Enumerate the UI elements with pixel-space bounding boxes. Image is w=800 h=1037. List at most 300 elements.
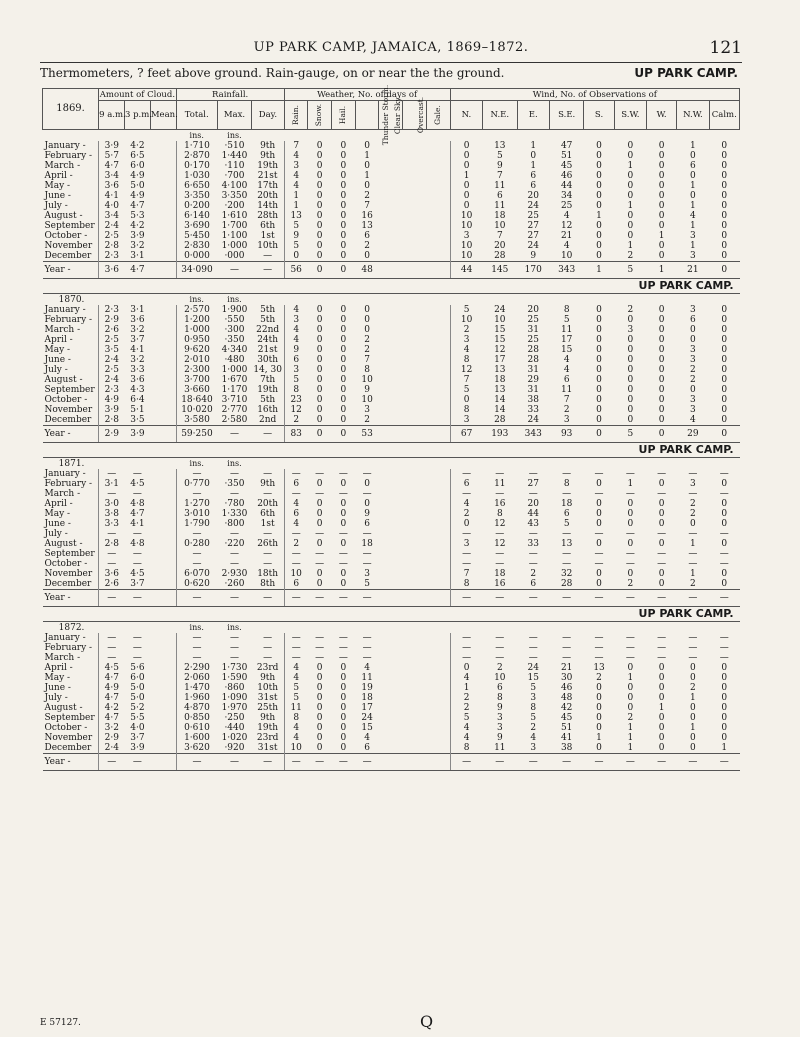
weather-col-header (308, 101, 332, 130)
table-cell (150, 653, 176, 663)
header-cell (549, 458, 584, 470)
units-cell (284, 130, 308, 142)
table-cell: 0 (690, 385, 696, 395)
table-cell: 28 (560, 579, 573, 589)
table-cell (379, 479, 403, 489)
table-cell: 6 (496, 683, 503, 693)
table-cell: 0 (340, 743, 347, 753)
table-cell: 93 (549, 426, 584, 443)
table-cell (379, 723, 403, 733)
camp-label: UP PARK CAMP. (634, 66, 738, 80)
table-cell: — (362, 489, 372, 499)
table-cell: 0 (627, 365, 634, 375)
first-year-label: 1869. (43, 89, 99, 130)
table-cell (150, 633, 176, 643)
table-cell (379, 713, 403, 723)
table-cell: 0·000 (176, 251, 217, 262)
table-cell: April - (44, 663, 73, 673)
table-cell: — (688, 559, 698, 569)
table-cell: — (528, 653, 538, 663)
table-cell: 3 (690, 345, 696, 355)
table-cell: 3·3 (130, 365, 145, 375)
table-cell: — (252, 754, 284, 771)
table-cell: 10 (361, 395, 373, 405)
header-cell (332, 622, 356, 634)
table-cell: 0 (721, 415, 728, 425)
table-cell: 0 (690, 733, 696, 743)
table-cell: 2·8 (99, 539, 125, 549)
table-cell: 0·200 (176, 201, 217, 211)
table-cell (379, 426, 403, 443)
units-cell (124, 130, 150, 142)
section-year-row (43, 622, 740, 634)
table-cell (426, 365, 450, 375)
table-cell: 5 (614, 426, 646, 443)
table-cell (403, 375, 427, 385)
table-cell: 4 (284, 151, 308, 161)
table-row (43, 529, 740, 539)
table-cell (379, 743, 403, 754)
table-cell (403, 469, 427, 479)
table-row (43, 171, 740, 181)
table-cell (403, 426, 427, 443)
table-cell: 0 (658, 733, 665, 743)
table-cell: 0 (690, 519, 696, 529)
table-cell: 2 (530, 569, 537, 579)
header-cell: ins. (176, 622, 217, 634)
table-cell: 13 (284, 211, 308, 221)
table-cell: 31 (527, 325, 539, 335)
table-cell (150, 305, 176, 315)
table-cell: — (495, 633, 505, 643)
header-cell (355, 294, 379, 306)
table-cell: ·510 (224, 141, 245, 151)
table-cell: 18 (361, 693, 373, 703)
header-cell (614, 458, 646, 470)
table-cell: 0 (627, 171, 634, 181)
table-cell: 0 (340, 579, 347, 589)
table-cell: 17 (560, 335, 573, 345)
table-cell: — (176, 754, 217, 771)
table-cell: 4·8 (130, 499, 145, 509)
table-cell: 3 (690, 231, 696, 241)
table-cell: — (657, 469, 667, 479)
table-cell: 0 (721, 365, 728, 375)
table-cell: 27 (527, 479, 539, 489)
table-cell: 2·9 (99, 426, 125, 443)
table-cell: 3·1 (99, 479, 125, 489)
table-cell: 1 (627, 479, 634, 489)
table-cell: — (99, 754, 125, 771)
table-cell: 83 (284, 426, 308, 443)
units-cell (450, 130, 482, 142)
table-cell (403, 479, 427, 489)
table-cell: 0 (340, 221, 347, 231)
table-cell: 0 (316, 335, 323, 345)
table-cell: February - (44, 479, 93, 489)
table-cell: 0 (658, 395, 665, 405)
table-cell: — (562, 489, 572, 499)
table-cell: 3·5 (99, 345, 125, 355)
table-cell: 1 (596, 733, 602, 743)
table-cell: 1·100 (221, 231, 248, 241)
table-cell: — (719, 633, 729, 643)
table-cell: — (362, 559, 372, 569)
table-cell: 3·2 (130, 241, 145, 251)
table-cell: 5 (563, 519, 570, 529)
table-cell: ·920 (224, 743, 245, 753)
table-cell (379, 161, 403, 171)
table-cell: — (132, 559, 142, 569)
table-cell: 7 (284, 141, 308, 151)
table-cell: 0 (316, 733, 323, 743)
table-cell: 4·2 (130, 141, 145, 151)
table-cell: 3 (690, 305, 696, 315)
units-cell (99, 130, 125, 142)
table-cell: — (450, 559, 482, 569)
table-cell: 0 (658, 251, 665, 261)
table-cell: 0 (316, 211, 323, 221)
table-cell (426, 201, 450, 211)
table-cell: 2 (690, 365, 696, 375)
table-cell: — (132, 653, 142, 663)
table-cell: 1 (450, 683, 482, 693)
table-cell: 4 (284, 325, 308, 335)
table-cell (150, 262, 176, 279)
table-cell: 6 (284, 509, 308, 519)
table-cell (379, 569, 403, 579)
table-cell: — (562, 643, 572, 653)
table-cell: 0 (658, 211, 665, 221)
table-cell: 0 (658, 673, 665, 683)
table-cell: 13 (593, 663, 605, 673)
table-cell: 0 (690, 673, 696, 683)
table-cell: 31st (257, 743, 278, 753)
table-cell: 3·0 (99, 499, 125, 509)
table-cell: 0 (627, 405, 634, 415)
table-cell: 9 (284, 231, 308, 241)
table-row (43, 405, 740, 415)
table-cell: 10 (284, 743, 308, 754)
table-cell: 0 (721, 151, 728, 161)
table-cell: 0 (721, 723, 728, 733)
table-cell (403, 335, 427, 345)
table-cell: Year - (43, 426, 99, 443)
table-cell (426, 221, 450, 231)
table-cell (426, 325, 450, 335)
header-cell (99, 294, 125, 306)
table-cell: 0 (340, 663, 347, 673)
table-cell: — (549, 754, 584, 771)
table-cell: 0 (340, 191, 347, 201)
table-cell (150, 499, 176, 509)
table-wrapper (42, 84, 740, 771)
section-camp-row (43, 443, 740, 458)
table-cell: 0 (316, 579, 323, 589)
table-cell: — (315, 529, 325, 539)
table-cell: — (99, 549, 125, 559)
table-cell: ·550 (224, 315, 245, 325)
table-cell: 0 (316, 315, 323, 325)
table-cell: 1 (690, 141, 696, 151)
table-cell: — (284, 489, 308, 499)
header-cell (379, 458, 403, 470)
table-cell: 8 (450, 355, 482, 365)
table-cell: 5 (284, 241, 308, 251)
table-cell: — (528, 559, 538, 569)
table-cell: 0 (364, 479, 370, 489)
table-cell (403, 221, 427, 231)
table-cell: — (483, 590, 518, 607)
table-cell: 0 (340, 693, 347, 703)
table-cell: 0 (316, 509, 323, 519)
table-cell: 8th (260, 579, 276, 589)
table-cell (426, 673, 450, 683)
table-cell: 8 (284, 713, 308, 723)
table-cell: 4 (364, 733, 370, 743)
table-cell: 33 (527, 539, 539, 549)
table-cell: 0 (340, 415, 347, 425)
table-row (43, 559, 740, 569)
cloud-col-header: 9 a.m. (99, 101, 125, 130)
table-cell (379, 633, 403, 643)
table-cell: 1·270 (176, 499, 217, 509)
table-cell: — (217, 590, 252, 607)
header-cell (308, 458, 332, 470)
table-cell: 44 (450, 262, 482, 279)
header-cell (517, 294, 549, 306)
table-cell: 34 (560, 191, 573, 201)
table-cell: — (176, 489, 217, 499)
table-cell: 2 (450, 509, 482, 519)
table-cell: 9th (260, 673, 276, 683)
table-cell: 3·7 (130, 335, 145, 345)
table-cell: 0 (340, 509, 347, 519)
table-cell: — (647, 754, 677, 771)
table-cell (150, 519, 176, 529)
table-cell: 1 (690, 723, 696, 733)
table-cell: 0 (627, 539, 634, 549)
table-cell: 12 (494, 539, 506, 549)
table-cell: 0 (658, 415, 665, 425)
header-cell (584, 622, 614, 634)
table-cell (379, 733, 403, 743)
table-cell: 0 (627, 315, 634, 325)
table-cell: 1·090 (221, 693, 248, 703)
table-cell (379, 171, 403, 181)
table-cell: — (688, 549, 698, 559)
wind-col-header: S.E. (549, 101, 584, 130)
table-cell: 1·970 (221, 703, 248, 713)
table-cell: 0 (690, 325, 696, 335)
table-cell: — (315, 633, 325, 643)
table-cell (426, 415, 450, 426)
table-cell (426, 426, 450, 443)
table-cell: 0 (596, 345, 602, 355)
table-cell: 3·6 (99, 569, 125, 579)
table-cell (403, 151, 427, 161)
table-cell: — (176, 590, 217, 607)
table-cell: 1·960 (176, 693, 217, 703)
table-cell: 0 (658, 743, 665, 753)
table-cell: 8 (364, 365, 370, 375)
table-cell: 3·6 (99, 262, 125, 279)
table-cell: — (176, 469, 217, 479)
table-cell: 1·170 (221, 385, 248, 395)
table-cell: — (284, 633, 308, 643)
table-cell (426, 559, 450, 569)
table-cell: ·440 (224, 723, 245, 733)
table-cell (150, 221, 176, 231)
table-cell: 4·5 (99, 663, 125, 673)
table-cell (150, 325, 176, 335)
cloud-col-header: Mean. (150, 101, 176, 130)
table-cell: 6 (563, 509, 570, 519)
table-cell: 8 (450, 405, 482, 415)
table-cell: 0 (658, 723, 665, 733)
table-cell: 0 (721, 703, 728, 713)
table-cell: 4 (563, 211, 570, 221)
table-cell: 0 (721, 683, 728, 693)
table-cell: — (99, 489, 125, 499)
table-cell (403, 579, 427, 590)
header-cell: ins. (217, 622, 252, 634)
table-cell: 10th (257, 241, 279, 251)
table-cell: 1·700 (221, 221, 248, 231)
table-cell: 5 (364, 579, 370, 589)
table-cell: 4 (284, 305, 308, 315)
header-cell: ins. (217, 294, 252, 306)
table-cell: 0 (721, 395, 728, 405)
table-cell: 38 (527, 395, 539, 405)
table-cell: 0 (596, 335, 602, 345)
table-cell: 2·3 (99, 385, 125, 395)
table-cell: — (99, 559, 125, 569)
table-cell: 4·7 (99, 713, 125, 723)
table-cell: — (594, 633, 604, 643)
table-cell: 15 (494, 325, 506, 335)
table-cell: — (229, 653, 239, 663)
table-cell: 1 (364, 151, 370, 161)
table-cell: — (625, 489, 635, 499)
cloud-col-header: 3 p.m. (124, 101, 150, 130)
table-cell: ·250 (224, 713, 245, 723)
table-cell: — (217, 426, 252, 443)
table-cell: March - (44, 489, 81, 499)
table-row (43, 415, 740, 426)
table-cell (150, 529, 176, 539)
table-cell: — (362, 469, 372, 479)
table-cell (379, 469, 403, 479)
table-cell: February - (44, 151, 93, 161)
table-cell: 0 (340, 181, 347, 191)
table-cell: March - (44, 653, 81, 663)
table-cell: 2 (364, 241, 370, 251)
table-cell: 1st (260, 519, 275, 529)
table-cell: 20 (527, 305, 539, 315)
table-cell: 0 (721, 405, 728, 415)
table-cell: — (308, 590, 332, 607)
table-row (43, 509, 740, 519)
table-cell: 0 (316, 415, 323, 425)
table-cell: — (176, 643, 217, 653)
table-cell: January - (44, 141, 86, 151)
table-cell: ·860 (224, 683, 245, 693)
table-cell (379, 590, 403, 607)
table-cell: 10 (450, 221, 482, 231)
table-cell: 14, 30 (253, 365, 282, 375)
table-cell: — (315, 469, 325, 479)
table-cell: — (99, 643, 125, 653)
table-cell (403, 141, 427, 151)
table-cell: 0 (690, 743, 696, 753)
table-cell: — (263, 251, 273, 261)
table-cell (426, 663, 450, 673)
table-cell: 48 (355, 262, 379, 279)
table-cell: — (176, 559, 217, 569)
table-cell: 5·450 (176, 231, 217, 241)
table-cell: — (263, 559, 273, 569)
table-cell: 3 (450, 415, 482, 426)
table-cell (379, 151, 403, 161)
table-cell: 2 (627, 251, 634, 261)
header-cell (403, 294, 427, 306)
table-cell: 9th (260, 479, 276, 489)
table-cell (426, 211, 450, 221)
table-cell (403, 305, 427, 315)
table-cell: September (44, 713, 95, 723)
table-cell: — (332, 754, 356, 771)
table-cell (379, 305, 403, 315)
weather-col-header-label: Rain. (290, 105, 300, 125)
table-cell: 1 (690, 181, 696, 191)
table-cell: 9·620 (176, 345, 217, 355)
table-row (43, 375, 740, 385)
table-cell: December (44, 415, 92, 425)
table-cell: 21 (560, 663, 573, 673)
table-cell: 16 (494, 579, 506, 589)
table-cell: 0 (316, 405, 323, 415)
table-cell: — (709, 754, 739, 771)
table-cell: 2 (450, 693, 482, 703)
table-cell: 2 (690, 683, 696, 693)
table-cell: 2·300 (176, 365, 217, 375)
table-cell: 3 (284, 161, 308, 171)
table-cell: 2·870 (176, 151, 217, 161)
table-cell: 2 (690, 499, 696, 509)
table-cell: September (44, 385, 95, 395)
table-cell: 6 (284, 579, 308, 590)
table-cell: 4·7 (130, 509, 145, 519)
section-camp-label: UP PARK CAMP. (638, 279, 734, 292)
table-cell: 4 (563, 365, 570, 375)
table-cell: 2·6 (99, 325, 125, 335)
header-cell (614, 622, 646, 634)
table-cell (150, 345, 176, 355)
table-cell: 4·9 (99, 395, 125, 405)
table-cell: December (44, 743, 92, 753)
table-cell: 4·9 (130, 191, 145, 201)
table-cell: 21st (257, 345, 278, 355)
table-cell: 0 (340, 231, 347, 241)
table-cell (403, 509, 427, 519)
table-cell (379, 231, 403, 241)
table-cell: 1·200 (176, 315, 217, 325)
section-year-row (43, 294, 740, 306)
table-cell: March - (44, 161, 81, 171)
table-cell: 10 (450, 315, 482, 325)
units-cell (426, 130, 450, 142)
